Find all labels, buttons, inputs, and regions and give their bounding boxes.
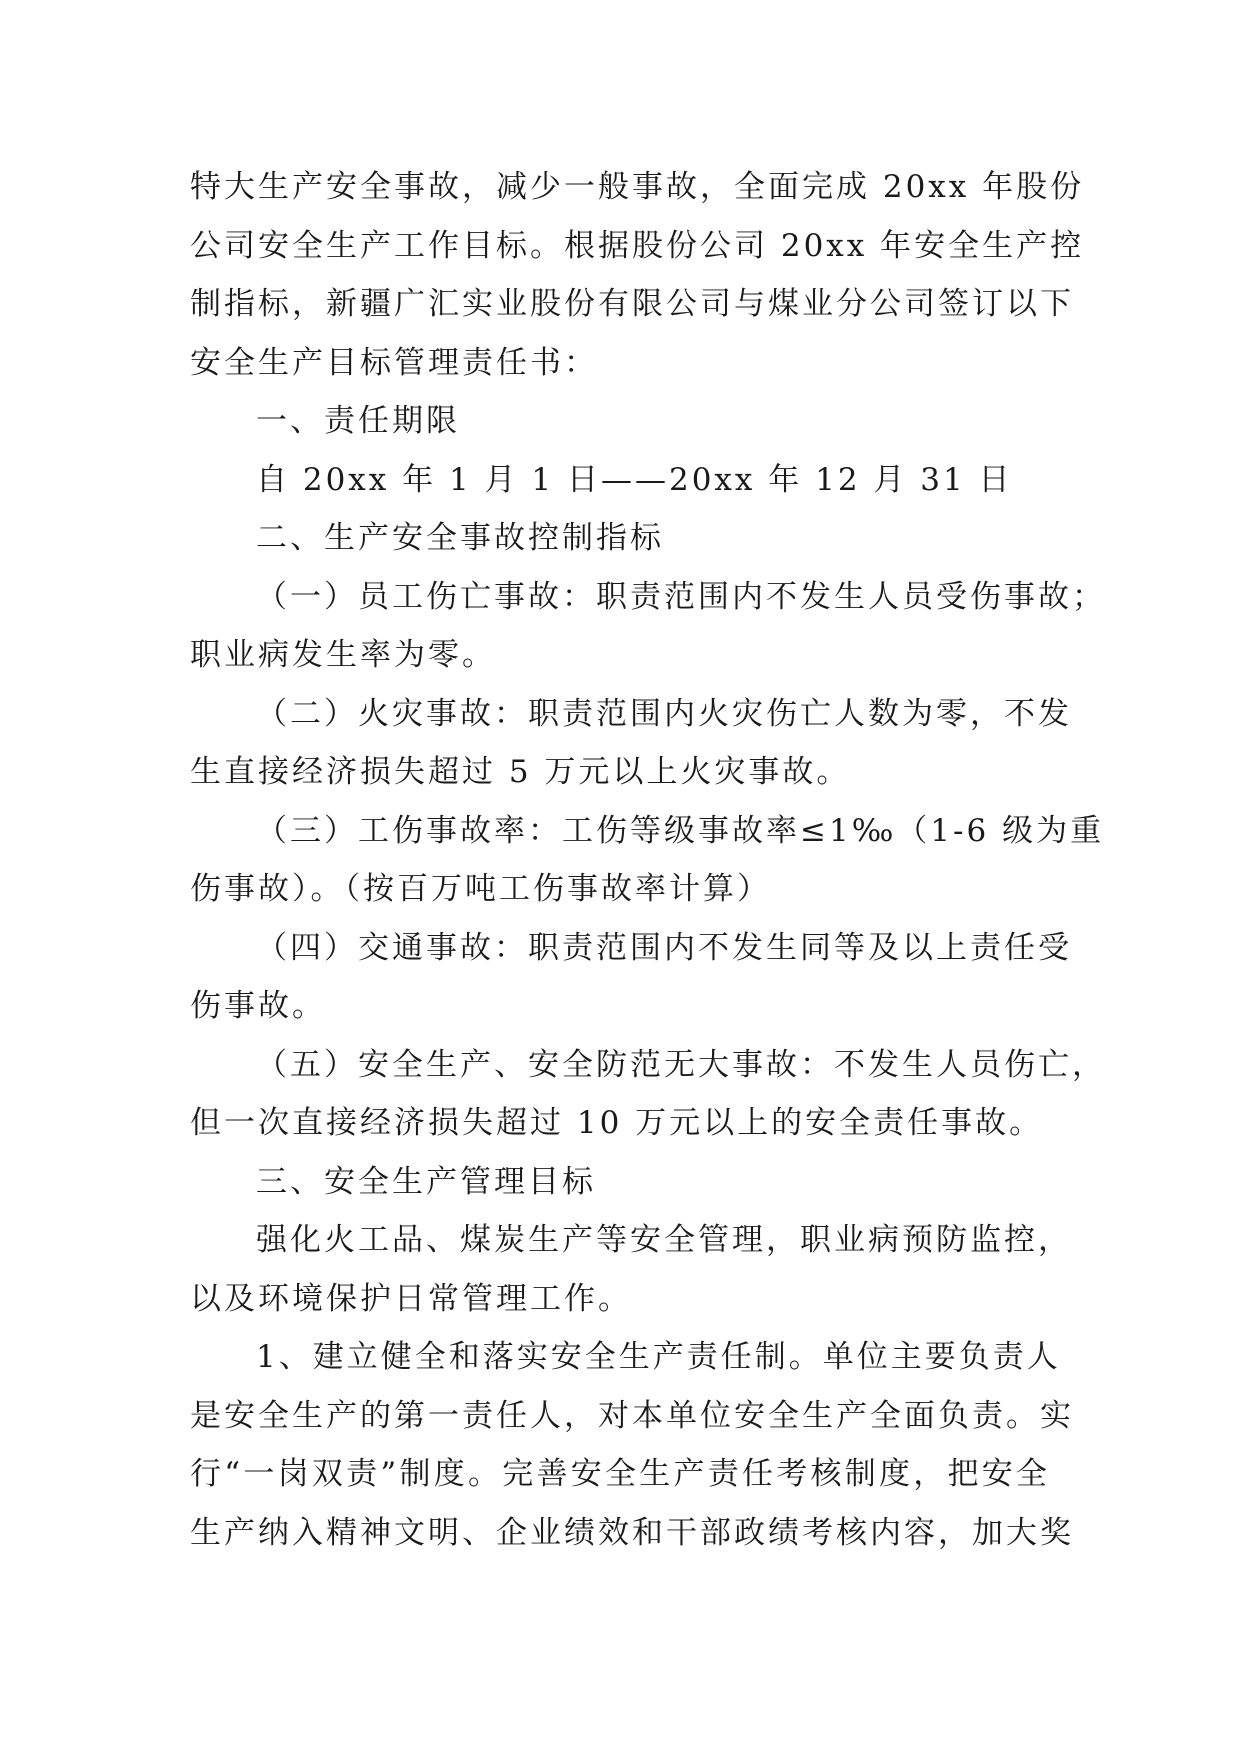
text-line: 行“一岗双责”制度。完善安全生产责任考核制度，把安全 [190,1456,1050,1492]
text-line: 以及环境保护日常管理工作。 [190,1280,632,1317]
text-line: （一）员工伤亡事故：职责范围内不发生人员受伤事故； [256,578,1106,615]
text-line: 生产纳入精神文明、企业绩效和干部政绩考核内容，加大奖 [190,1514,1074,1551]
section-heading: 二、生产安全事故控制指标 [256,520,664,556]
text-line: 生直接经济损失超过 5 万元以上火灾事故。 [190,754,851,790]
text-line: 1、建立健全和落实安全生产责任制。单位主要负责人 [256,1339,1061,1375]
text-line: 伤事故）。（按百万吨工伤事故率计算） [190,871,771,907]
text-line: 但一次直接经济损失超过 10 万元以上的安全责任事故。 [190,1105,1044,1141]
text-line: 制指标，新疆广汇实业股份有限公司与煤业分公司签订以下 [190,286,1074,322]
text-line: 自 20xx 年 1 月 1 日——20xx 年 12 月 31 日 [256,461,1013,498]
document-body [190,158,1106,1562]
text-line: 伤事故。 [190,988,326,1024]
text-line: 强化火工品、煤炭生产等安全管理，职业病预防监控， [256,1222,1072,1258]
text-line: 特大生产安全事故，减少一般事故，全面完成 20xx 年股份 [190,169,1085,205]
text-line: 是安全生产的第一责任人，对本单位安全生产全面负责。实 [190,1397,1074,1434]
text-line: 公司安全生产工作目标。根据股份公司 20xx 年安全生产控 [190,227,1085,264]
text-line: 职业病发生率为零。 [190,637,496,673]
section-heading: 三、安全生产管理目标 [256,1163,596,1200]
text-line: 安全生产目标管理责任书： [190,344,598,381]
section-heading: 一、责任期限 [256,403,460,439]
text-line: （四）交通事故：职责范围内不发生同等及以上责任受 [256,929,1072,966]
text-line: （二）火灾事故：职责范围内火灾伤亡人数为零，不发 [256,695,1072,732]
text-line: （三）工伤事故率：工伤等级事故率≤1‰（1-6 级为重 [256,812,1105,849]
text-line: （五）安全生产、安全防范无大事故：不发生人员伤亡， [256,1046,1106,1083]
